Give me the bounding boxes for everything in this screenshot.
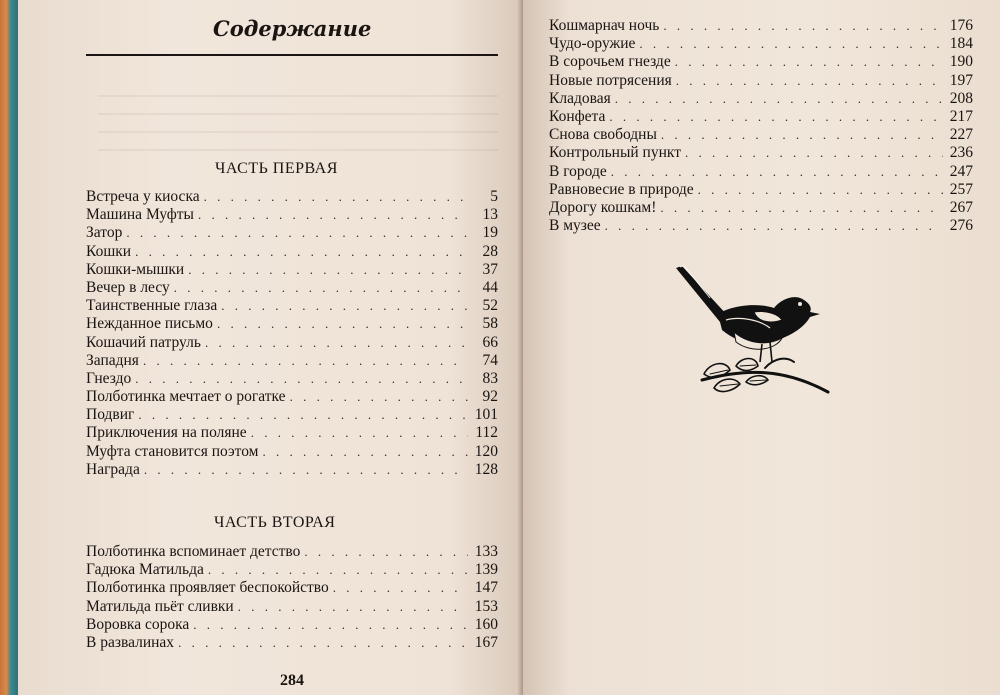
toc-entry [549,72,973,90]
toc-entry [86,443,498,461]
toc-entry-title: Снова свободны [549,126,657,144]
toc-entry [549,126,973,144]
toc-entry [549,17,973,35]
leader-dots [685,145,943,161]
toc-entry-title: Таинственные глаза [86,297,218,315]
toc-entry-page: 139 [474,561,498,579]
toc-entry [549,144,973,162]
toc-entry-title: Затор [86,224,123,242]
show-through-text [98,95,498,155]
toc-entry-page: 19 [482,224,498,242]
toc-entry-page: 92 [482,388,498,406]
toc-entry [549,181,973,199]
part-two-title: ЧАСТЬ ВТОРАЯ [214,514,336,531]
toc-entry-page: 44 [482,278,498,296]
leader-dots [639,36,943,52]
leader-dots [143,353,468,369]
toc-entry-page: 160 [474,615,498,633]
toc-entry [86,598,498,616]
heading-rule [86,54,498,56]
toc-entry-title: Полботинка вспоминает детство [86,543,301,560]
toc-entry-page: 133 [474,543,498,560]
toc-entry [86,634,498,652]
leader-dots [217,316,468,332]
toc-entry [86,461,498,479]
leader-dots [262,444,468,460]
toc-entry [86,406,498,424]
toc-entry-page: 227 [949,126,973,144]
toc-entry-page: 190 [949,53,973,71]
leader-dots [661,127,943,143]
leader-dots [698,182,943,198]
toc-entry-page: 112 [475,424,498,442]
leader-dots [198,207,468,223]
toc-entry-title: Гнездо [86,369,132,387]
toc-entry-title: Равновесие в природе [549,180,694,198]
toc-entry [86,315,498,333]
leader-dots [660,200,943,216]
toc-entry [549,35,973,53]
toc-entry [86,279,498,297]
toc-entry-page: 176 [949,17,973,34]
toc-entry-page: 184 [949,35,973,53]
leader-dots [135,371,468,387]
leader-dots [238,599,468,615]
toc-entry-title: Матильда пьёт сливки [86,597,234,615]
toc-entry [549,90,973,108]
leader-dots [208,562,468,578]
toc-entry-title: Кошки [86,242,132,260]
page-number: 284 [280,672,304,689]
toc-entry [86,543,498,561]
toc-entry-title: Полботинка мечтает о рогатке [86,388,286,406]
toc-entry-title: Нежданное письмо [86,315,213,333]
toc-entry-page: 58 [482,315,498,333]
toc-entry-title: Кошачий патруль [86,333,201,351]
part-one-toc [86,188,498,479]
toc-entry [86,297,498,315]
leader-dots [251,425,468,441]
leader-dots [138,407,468,423]
book-cover-edge [0,0,18,695]
leader-dots [178,635,468,651]
toc-entry-page: 52 [482,297,498,315]
toc-entry-page: 28 [482,242,498,260]
leader-dots [605,218,943,234]
continued-toc [549,17,973,235]
toc-entry-title: Кошки-мышки [86,260,185,278]
toc-entry [86,616,498,634]
toc-entry-title: Дорогу кошкам! [549,198,657,216]
leader-dots [221,298,468,314]
leader-dots [174,280,468,296]
leader-dots [290,389,468,405]
toc-entry [86,206,498,224]
page-heading: Содержание [213,16,372,41]
part-one-title: ЧАСТЬ ПЕРВАЯ [215,160,338,177]
toc-entry-page: 83 [482,369,498,387]
toc-entry-title: Машина Муфты [86,206,194,224]
toc-entry-page: 74 [482,351,498,369]
toc-entry-page: 276 [949,217,973,235]
toc-entry-page: 197 [949,71,973,89]
toc-entry-page: 37 [482,260,498,278]
toc-entry [549,199,973,217]
leader-dots [615,91,943,107]
toc-entry-page: 120 [474,442,498,460]
toc-entry-title: Муфта становится поэтом [86,442,259,460]
toc-entry [86,224,498,242]
toc-entry-title: Приключения на поляне [86,424,247,442]
toc-entry-title: В сорочьем гнезде [549,53,671,71]
leader-dots [205,335,468,351]
toc-entry [549,53,973,71]
leader-dots [676,73,943,89]
toc-entry-page: 5 [490,188,498,205]
leader-dots [609,109,943,125]
toc-entry [86,261,498,279]
toc-entry-page: 128 [474,460,498,478]
toc-entry-title: Кошмарнач ночь [549,17,660,34]
toc-entry [86,388,498,406]
leader-dots [144,462,468,478]
toc-entry-page: 13 [482,206,498,224]
toc-entry-title: Вечер в лесу [86,278,170,296]
toc-entry-title: Гадюка Матильда [86,561,204,579]
toc-entry-page: 153 [474,597,498,615]
leader-dots [663,18,943,34]
leader-dots [135,244,468,260]
toc-entry [86,370,498,388]
toc-entry [86,243,498,261]
toc-entry-title: Контрольный пункт [549,144,681,162]
magpie-illustration [670,262,835,402]
toc-entry [86,334,498,352]
leader-dots [126,225,468,241]
toc-entry-title: Конфета [549,107,606,125]
toc-entry-title: В музее [549,217,601,235]
leader-dots [675,54,943,70]
toc-entry [549,217,973,235]
toc-entry [86,561,498,579]
toc-entry-title: Воровка сорока [86,615,190,633]
toc-entry-title: Западня [86,351,139,369]
toc-entry-title: Встреча у киоска [86,188,200,205]
toc-entry-page: 101 [474,406,498,424]
toc-entry-page: 167 [474,633,498,651]
leader-dots [204,189,468,205]
toc-entry-page: 147 [474,579,498,597]
toc-entry-page: 236 [949,144,973,162]
toc-entry-page: 267 [949,198,973,216]
toc-entry-title: Полботинка проявляет беспокойство [86,579,329,597]
leader-dots [611,164,943,180]
toc-entry [549,163,973,181]
toc-entry-title: В развалинах [86,633,175,651]
toc-entry-page: 66 [482,333,498,351]
toc-entry [86,579,498,597]
left-page [18,0,523,695]
toc-entry [86,352,498,370]
toc-entry [549,108,973,126]
toc-entry-title: Подвиг [86,406,135,424]
part-two-toc [86,543,498,652]
toc-entry-title: Кладовая [549,89,611,107]
toc-entry-page: 257 [949,180,973,198]
toc-entry-page: 208 [949,89,973,107]
leader-dots [333,580,468,596]
leader-dots [188,262,468,278]
toc-entry-page: 247 [949,162,973,180]
toc-entry-title: В городе [549,162,607,180]
leader-dots [304,544,468,560]
toc-entry-page: 217 [949,107,973,125]
toc-entry-title: Новые потрясения [549,71,672,89]
toc-entry [86,188,498,206]
toc-entry [86,424,498,442]
toc-entry-title: Награда [86,460,140,478]
toc-entry-title: Чудо-оружие [549,35,636,53]
leader-dots [193,617,468,633]
